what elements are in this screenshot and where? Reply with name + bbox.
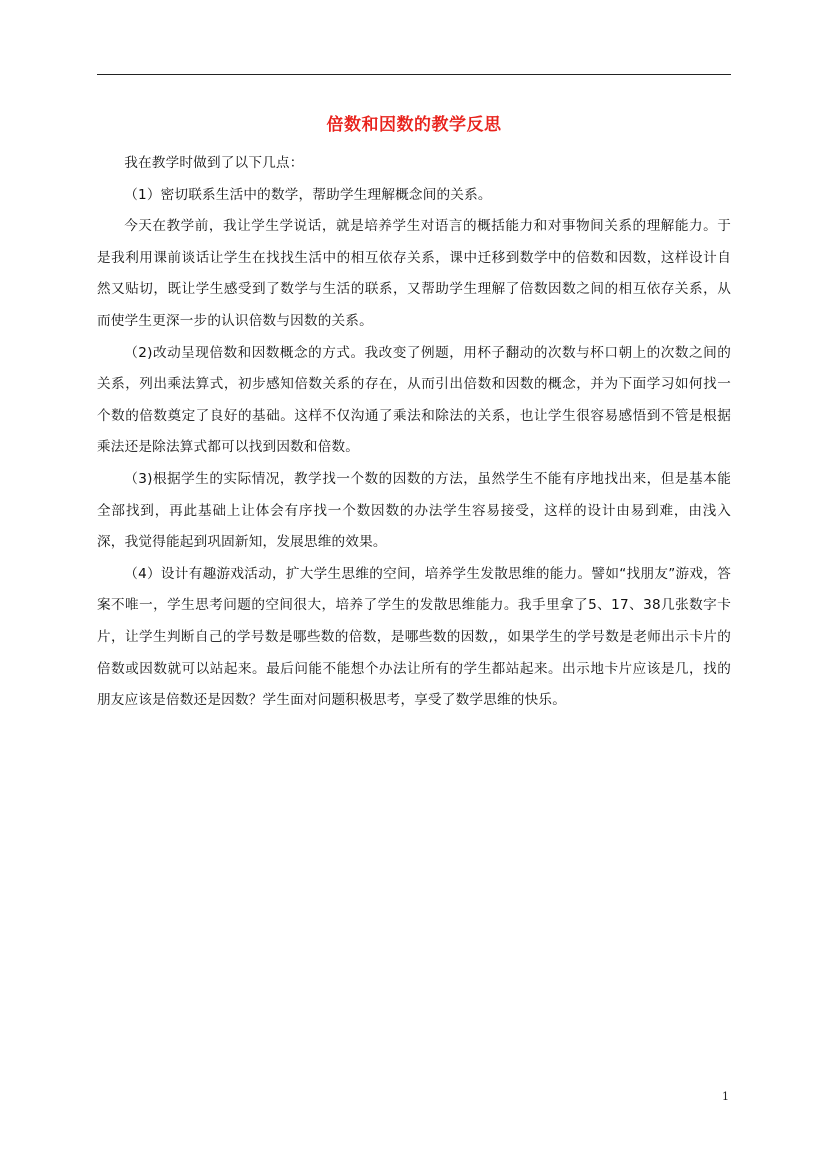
point-3-paragraph: （3)根据学生的实际情况，教学找一个数的因数的方法，虽然学生不能有序地找出来，但是基本能全部找到，再此基础上让体会有序找一个数因数的办法学生容易接受，这样的设计由易到难，由浅入深，我觉得能起到巩固新知，发展思维的效果。 — [97, 470, 731, 551]
point-4-paragraph: （4）设计有趣游戏活动，扩大学生思维的空间，培养学生发散思维的能力。譬如“找朋友”游戏，答案不唯一，学生思考问题的空间很大，培养了学生的发散思维能力。我手里拿了5、17、38几张数字卡片，让学生判断自己的学号数是哪些数的倍数，是哪些数的因数,，如果学生的学号数是老师出示卡片的倍数或因数就可以站起来。最后问能不能想个办法让所有的学生都站起来。出示地卡片应该是几，找的朋友应该是倍数还是因数？学生面对问题积极思考，享受了数学思维的快乐。 — [97, 565, 731, 709]
document-title: 倍数和因数的教学反思 — [326, 115, 502, 135]
intro-paragraph: 我在教学时做到了以下几点： — [124, 155, 304, 171]
document-body — [97, 148, 731, 717]
point-2-paragraph: （2)改动呈现倍数和因数概念的方式。我改变了例题，用杯子翻动的次数与杯口朝上的次数之间的关系，列出乘法算式，初步感知倍数关系的存在，从而引出倍数和因数的概念，并为下面学习如何找一个数的倍数奠定了良好的基础。这样不仅沟通了乘法和除法的关系，也让学生很容易感悟到不管是根据乘法还是除法算式都可以找到因数和倍数。 — [97, 344, 731, 456]
point-1-heading: （1）密切联系生活中的数学，帮助学生理解概念间的关系。 — [124, 186, 492, 203]
point-1-paragraph: 今天在教学前，我让学生学说话，就是培养学生对语言的概括能力和对事物间关系的理解能力。于是我利用课前谈话让学生在找找生活中的相互依存关系，课中迁移到数学中的倍数和因数，这样设计自然又贴切，既让学生感受到了数学与生活的联系，又帮助学生理解了倍数因数之间的相互依存关系，从而使学生更深一步的认识倍数与因数的关系。 — [97, 218, 731, 329]
header-divider — [97, 74, 731, 75]
page-number: 1 — [722, 1090, 729, 1103]
